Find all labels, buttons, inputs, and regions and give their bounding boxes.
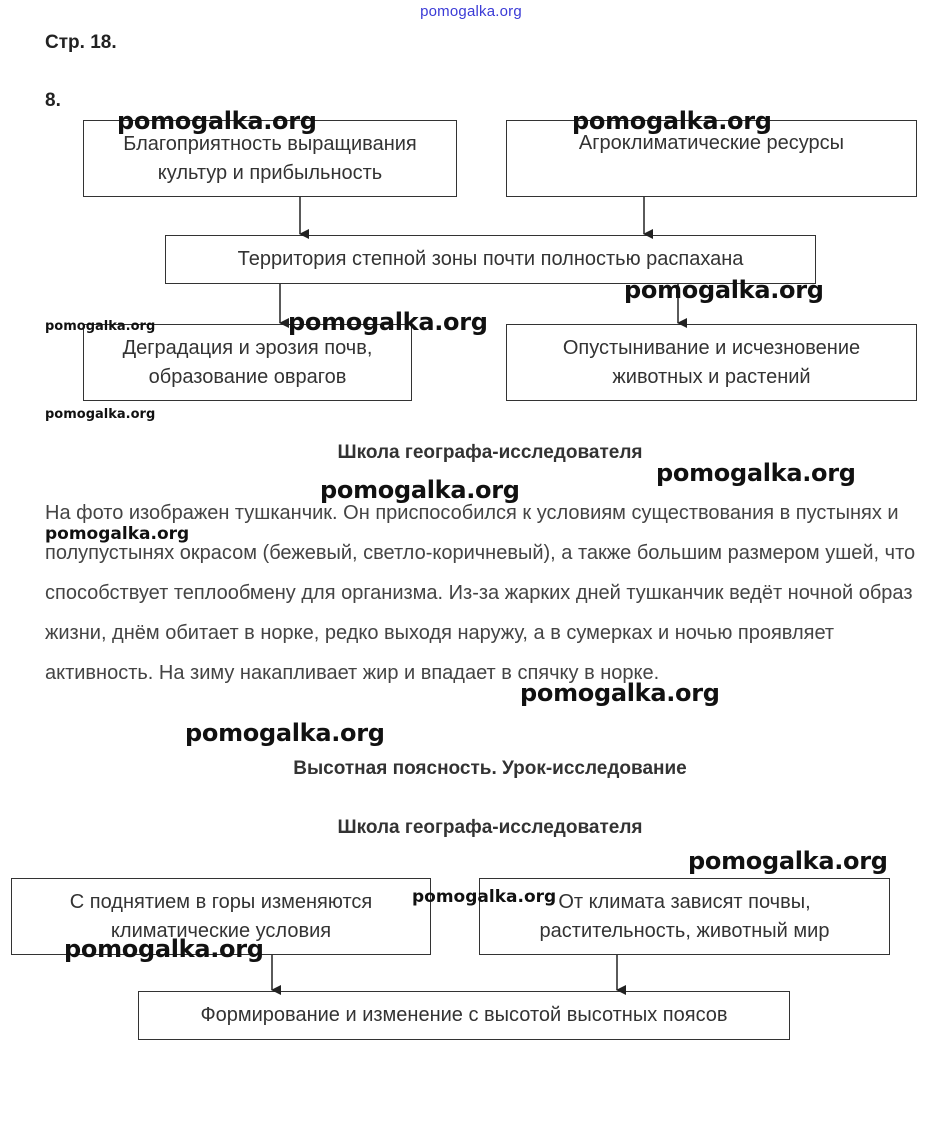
box-degradation-text: Деградация и эрозия почв, образование оврагов: [122, 336, 373, 388]
section-heading-researcher-1: Школа географа-исследователя: [337, 442, 643, 463]
watermark: pomogalka.org: [185, 719, 385, 747]
box-climate-change-text: С поднятием в горы изменяются климатические условия: [69, 890, 373, 942]
task-number: 8.: [45, 90, 61, 111]
watermark: pomogalka.org: [288, 308, 488, 336]
watermark: pomogalka.org: [688, 847, 888, 875]
box-favorability-text: Благоприятность выращивания культур и прибыльность: [123, 132, 417, 184]
section-heading-altitude-zonation: Высотная поясность. Урок-исследование: [293, 758, 687, 779]
watermark: pomogalka.org: [45, 319, 156, 334]
watermark: pomogalka.org: [117, 107, 317, 135]
watermark: pomogalka.org: [64, 935, 264, 963]
box-agroclimatic-text: Агроклиматические ресурсы: [578, 132, 845, 154]
box-desertification-text: Опустынивание и исчезновение животных и растений: [562, 336, 861, 388]
watermark: pomogalka.org: [45, 524, 190, 544]
watermark: pomogalka.org: [624, 276, 824, 304]
jerboa-paragraph: На фото изображен тушканчик. Он приспособился к условиям существования в пустынях и полупустынях окрасом (бежевый, светло-коричневый), а также большим размером ушей, что способствует теплообмену для организма. Из-за жарких дней тушканчик ведёт ночной образ жизни, днём обитает в норке, редко выходя наружу, а в сумерках и ночью проявляет активность. На зиму накапливает жир и впадает в спячку в норке.: [45, 502, 916, 684]
watermark: pomogalka.org: [320, 476, 520, 504]
box-formation-text: Формирование и изменение с высотой высотных поясов: [200, 1004, 728, 1026]
box-plowed-text: Территория степной зоны почти полностью распахана: [237, 248, 744, 270]
box-dependence-text: От климата зависят почвы, растительность, животный мир: [539, 890, 830, 942]
watermark: pomogalka.org: [520, 679, 720, 707]
watermark: pomogalka.org: [412, 887, 557, 907]
section-heading-researcher-2: Школа географа-исследователя: [337, 817, 643, 838]
watermark: pomogalka.org: [45, 407, 156, 422]
site-header-link[interactable]: pomogalka.org: [420, 3, 522, 20]
watermark: pomogalka.org: [656, 459, 856, 487]
page-label: Стр. 18.: [45, 32, 117, 53]
watermark: pomogalka.org: [572, 107, 772, 135]
